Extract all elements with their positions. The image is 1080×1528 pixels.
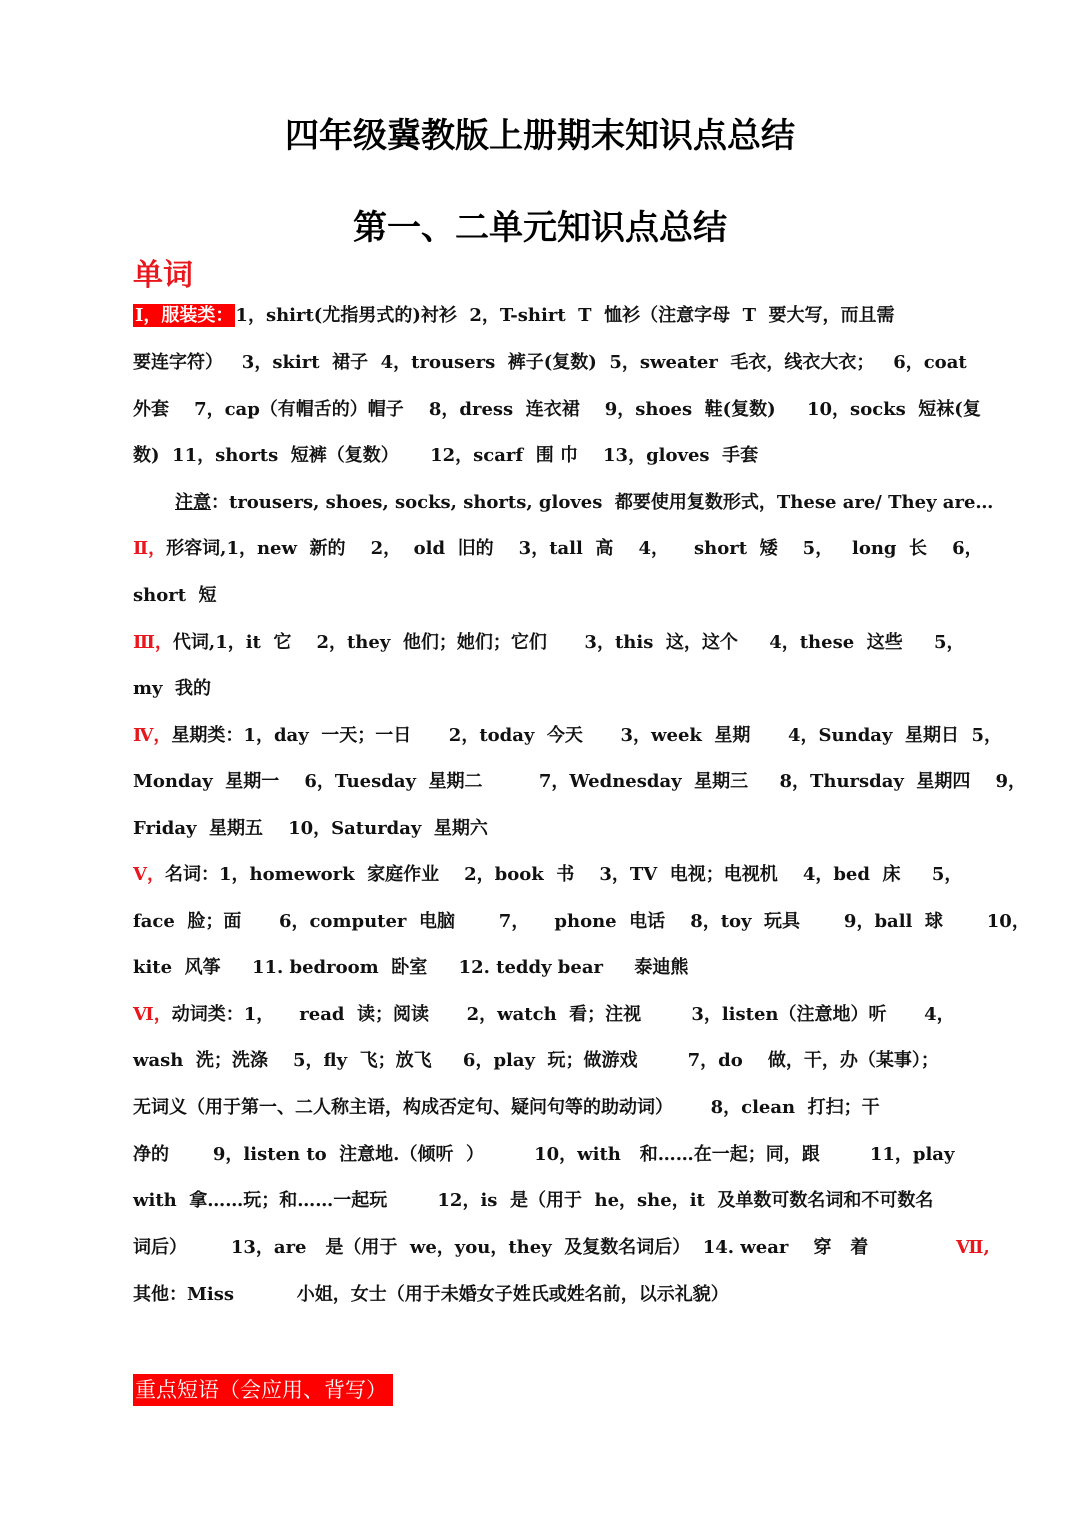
text-line: [133, 1095, 953, 1121]
text-line: [133, 443, 953, 469]
text-line: [133, 1142, 953, 1168]
section-numeral: Ⅲ，: [133, 632, 173, 653]
line-text: 形容词,1，new 新的 2， old 旧的 3，tall 高 4， short 矮 5， long 长 6，: [166, 538, 983, 559]
text-line: [133, 909, 1030, 935]
line-text: my 我的: [133, 678, 212, 699]
line-text: 数) 11，shorts 短裤（复数） 12，scarf 围 巾 13，gloves 手套: [133, 445, 759, 466]
line-text: with 拿……玩；和……一起玩 12，is 是（用于 he，she，it 及单数可数名词和不可数名: [133, 1190, 934, 1211]
text-line: [133, 862, 963, 888]
text-line: [133, 630, 965, 656]
line-text: 代词,1，it 它 2，they 他们；她们；它们 3，this 这，这个 4，these 这些 5，: [172, 632, 965, 653]
line-text: Friday 星期五 10，Saturday 星期六: [133, 818, 488, 839]
section-numeral: Ⅳ，: [133, 725, 172, 746]
line-text: 无词义（用于第一、二人称主语，构成否定句、疑问句等的助动词） 8，clean 打扫；干: [133, 1097, 880, 1118]
line-text: face 脸；面 6，computer 电脑 7， phone 电话 8，toy 玩具 9，ball 球 10，: [133, 911, 1030, 932]
text-line: [133, 1048, 953, 1074]
text-line: [133, 350, 967, 376]
line-text: kite 风筝 11. bedroom 卧室 12. teddy bear 泰迪熊: [133, 957, 689, 978]
text-line: [133, 583, 953, 609]
line-text: Monday 星期一 6，Tuesday 星期二 7，Wednesday 星期三 8，Thursday 星期四 9，: [133, 771, 1027, 792]
text-line: [133, 1188, 953, 1214]
line-text: 星期类：1，day 一天；一日 2，today 今天 3，week 星期 4，Sunday 星期日 5，: [171, 725, 1003, 746]
text-line: [133, 303, 953, 329]
line-text: wash 洗；洗涤 5，fly 飞；放飞 6，play 玩；做游戏 7，do 做，干，办（某事）；: [133, 1050, 939, 1071]
text-line: [133, 397, 981, 423]
page-title: 四年级冀教版上册期末知识点总结: [285, 116, 795, 156]
line-text: 名词：1，homework 家庭作业 2，book 书 3，TV 电视；电视机 4，bed 床 5，: [164, 864, 963, 885]
text-line: [133, 723, 1003, 749]
text-line: [133, 1282, 953, 1308]
text-line: [133, 1002, 953, 1028]
section-numeral: Ⅵ，: [133, 1004, 172, 1025]
vocabulary-heading: 单词: [133, 258, 193, 293]
line-text: 动词类：1， read 读；阅读 2，watch 看；注视 3，listen（注意地）听 4，: [171, 1004, 955, 1025]
highlighted-label: Ⅰ，服装类：: [135, 305, 234, 326]
line-text: 净的 9，listen to 注意地.（倾听 ） 10，with 和……在一起；同，跟 11，play: [133, 1144, 955, 1165]
section-numeral: Ⅶ,: [956, 1237, 990, 1258]
text-line: [133, 536, 983, 562]
page-subtitle: 第一、二单元知识点总结: [353, 208, 727, 248]
section-numeral: Ⅱ，: [133, 538, 167, 559]
line-text: 注意: [175, 492, 211, 513]
line-text: 要连字符） 3，skirt 裙子 4，trousers 裤子(复数) 5，sweater 毛衣，线衣大衣； 6，coat: [133, 352, 967, 373]
text-line: [133, 769, 1027, 795]
key-phrases-heading: 重点短语（会应用、背写）: [133, 1374, 393, 1406]
section-numeral: Ⅴ，: [133, 864, 165, 885]
text-line: [175, 490, 995, 516]
line-text: 其他：Miss 小姐，女士（用于未婚女子姓氏或姓名前，以示礼貌）: [133, 1284, 729, 1305]
line-text: 1，shirt(尤指男式的)衬衫 2，T-shirt T 恤衫（注意字母 T 要大写，而且需: [235, 305, 895, 326]
line-text: short 短: [133, 585, 217, 606]
text-line: [133, 1235, 990, 1261]
line-text: 词后） 13，are 是（用于 we，you，they 及复数名词后） 14. wear 穿 着: [133, 1237, 956, 1258]
text-line: [133, 816, 953, 842]
line-text: 外套 7，cap（有帽舌的）帽子 8，dress 连衣裙 9，shoes 鞋(复数) 10，socks 短袜(复: [133, 399, 981, 420]
text-line: [133, 676, 953, 702]
text-line: [133, 955, 953, 981]
line-text: ：trousers, shoes, socks, shorts, gloves 都要使用复数形式，These are/ They are…: [211, 492, 994, 513]
